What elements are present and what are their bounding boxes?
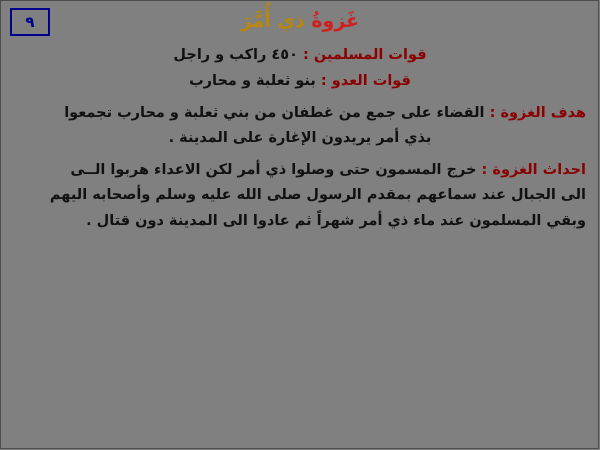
field-enemy-forces-label: قوات العدو bbox=[331, 73, 411, 90]
field-objective bbox=[14, 102, 586, 151]
page-title-main: غَزوةُ bbox=[311, 10, 360, 32]
field-events bbox=[14, 159, 586, 233]
page-title-secondary: ذي أُمَّرَ bbox=[240, 10, 305, 32]
field-objective-value-line1: القضاء على جمع من غطفان من بني ثعلبة و محارب تجمعوا bbox=[64, 104, 485, 121]
field-muslim-forces-value: ٤٥٠ راكب و راجل bbox=[173, 47, 298, 63]
field-objective-separator: : bbox=[489, 104, 496, 121]
field-muslim-forces-label: قوات المسلمين bbox=[313, 47, 427, 63]
field-events-value-line1: خرج المسمون حتى وصلوا ذي أمر لكن الاعداء هربوا الــى bbox=[70, 161, 477, 178]
page-title bbox=[60, 10, 540, 32]
field-muslim-forces-separator: : bbox=[303, 47, 309, 63]
content-body bbox=[14, 44, 586, 236]
field-enemy-forces-value: بنو ثعلبة و محارب bbox=[189, 73, 316, 90]
field-enemy-forces-separator: : bbox=[320, 73, 327, 90]
field-enemy-forces bbox=[14, 70, 586, 93]
field-events-separator: : bbox=[481, 161, 488, 178]
field-objective-value-line2: بذي أمر يريدون الإغارة على المدينة . bbox=[168, 130, 432, 147]
field-events-value-line2: الى الجبال عند سماعهم بمقدم الرسول صلى الله عليه وسلم وأصحابه اليهم bbox=[49, 187, 586, 204]
slide-number-badge: ٩ bbox=[10, 8, 50, 36]
field-events-label: احداث الغزوة bbox=[492, 161, 586, 178]
field-muslim-forces bbox=[14, 44, 586, 67]
field-events-value-line3: وبقي المسلمون عند ماء ذي أمر شهراً ثم عادوا الى المدينة دون قتال . bbox=[86, 212, 586, 229]
field-objective-label: هدف الغزوة bbox=[500, 104, 586, 121]
